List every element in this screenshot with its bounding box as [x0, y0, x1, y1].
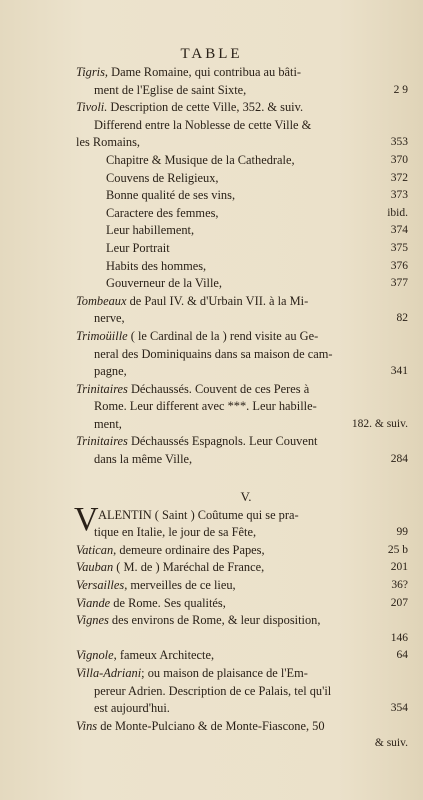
entry-text: [76, 595, 226, 613]
index-line: [76, 735, 416, 753]
entry-text: [76, 310, 125, 328]
index-line: [76, 346, 416, 364]
index-line: [76, 542, 416, 560]
page-number: 99: [396, 526, 408, 539]
entry-body: Dame Romaine, qui contribua au bâti-: [108, 65, 302, 79]
entry-text: [76, 117, 311, 135]
index-line: [76, 665, 416, 683]
entry-text: [76, 398, 317, 416]
entry-body: ment de l'Eglise de saint Sixte,: [94, 82, 247, 97]
index-line: [76, 117, 416, 135]
index-line: [76, 240, 416, 258]
entry-body: Description de cette Ville, 352. & suiv.: [107, 100, 304, 115]
entry-text: [76, 64, 301, 82]
entry-body: , demeure ordinaire des Papes,: [113, 542, 265, 557]
index-line: [76, 433, 416, 451]
page-title: TABLE: [180, 46, 243, 62]
entry-text: [76, 363, 127, 381]
entry-text: [76, 134, 140, 152]
entry-text: [76, 433, 317, 451]
entry-body: Bonne qualité de ses vins,: [106, 188, 236, 203]
entry-body: pereur Adrien. Description de ce Palais, tel qu'il: [94, 683, 332, 698]
index-line: [76, 577, 416, 595]
entry-headword: Tombeaux: [76, 293, 127, 308]
index-line: [76, 152, 416, 170]
entry-body: Habits des hommes,: [106, 258, 207, 273]
index-line: [76, 64, 416, 82]
entry-text: [76, 718, 325, 736]
entry-headword: Vauban: [76, 560, 114, 575]
entry-body: Differend entre la Noblesse de cette Ville &: [94, 117, 312, 132]
entry-body: ment,: [94, 416, 122, 431]
index-line: [76, 416, 416, 434]
index-line: [76, 398, 416, 416]
entry-body: ( le Cardinal de la ) rend visite au Ge-: [127, 328, 319, 343]
entry-body: Leur habillement,: [106, 223, 195, 238]
index-line: [76, 275, 416, 293]
entry-body: tique en Italie, le jour de sa Fête,: [94, 525, 257, 540]
entry-headword: Tigris,: [76, 65, 109, 79]
index-line: [76, 222, 416, 240]
page-number: 64: [396, 649, 408, 662]
entry-body: Déchaussés Espagnols. Leur Couvent: [127, 434, 318, 449]
index-line: [76, 647, 416, 665]
entry-text: [76, 416, 122, 434]
index-line: [76, 187, 416, 205]
index-line: [76, 718, 416, 736]
entry-body: , fameux Architecte,: [113, 648, 215, 663]
page-number: 201: [390, 561, 408, 574]
entry-headword: Trinitaires: [76, 381, 128, 396]
page-number: 25 b: [387, 543, 408, 556]
entry-text: [76, 170, 219, 188]
page-number: ibid.: [387, 206, 408, 219]
entry-body: Déchaussés. Couvent de ces Peres à: [127, 381, 310, 396]
page-number: 284: [390, 453, 408, 466]
entry-headword: Tivoli.: [76, 100, 108, 115]
entry-headword: Vignole: [76, 648, 114, 663]
entry-body: de Paul IV. & d'Urbain VII. à la Mi-: [126, 293, 309, 308]
entry-text: [76, 187, 235, 205]
index-line: [76, 205, 416, 223]
index-line: [76, 507, 416, 525]
entry-text: [76, 328, 318, 346]
page-number: 374: [390, 224, 408, 237]
entry-headword: Trinitaires: [76, 434, 128, 449]
entry-text: [76, 346, 332, 364]
index-line: [76, 524, 416, 542]
entry-text: [76, 205, 219, 223]
index-line: [76, 700, 416, 718]
entry-text: [76, 293, 308, 311]
entry-headword: Vignes: [76, 613, 109, 628]
page-number: & suiv.: [374, 737, 408, 750]
index-line: [76, 612, 416, 630]
page-number: 376: [390, 259, 408, 272]
entry-text: [76, 559, 264, 577]
entry-body: pagne,: [94, 364, 127, 379]
entry-text: [76, 665, 308, 683]
page-number: 82: [396, 312, 408, 325]
entry-text: [76, 647, 214, 665]
entry-headword: Vatican: [76, 542, 114, 557]
index-list-v: [74, 500, 416, 753]
page-number: 207: [390, 596, 408, 609]
entry-text: [76, 577, 236, 595]
entry-body: est aujourd'hui.: [94, 701, 170, 716]
page-number: 354: [390, 702, 408, 715]
entry-headword: Versailles: [76, 578, 125, 593]
entry-body: neral des Dominiquains dans sa maison de cam-: [94, 346, 333, 361]
entry-headword: Viande: [76, 595, 111, 610]
page-number: 377: [390, 277, 408, 290]
entry-body: Gouverneur de la Ville,: [106, 276, 223, 291]
entry-body: ALENTIN ( Saint ) Coûtume qui se pra-: [98, 507, 299, 522]
index-line: [76, 381, 416, 399]
index-line: [76, 293, 416, 311]
index-line: [76, 310, 416, 328]
entry-body: Couvens de Religieux,: [106, 170, 219, 185]
index-line: [76, 363, 416, 381]
page-number: 2 9: [393, 83, 408, 96]
entry-body: Chapitre & Musique de la Cathedrale,: [106, 152, 295, 167]
page-number: 375: [390, 241, 408, 254]
drop-cap: V: [74, 500, 99, 538]
index-line: [76, 451, 416, 469]
entry-text: [76, 152, 295, 170]
index-entries: [76, 64, 416, 753]
entry-text: [76, 507, 299, 525]
index-line: [76, 134, 416, 152]
index-line: [76, 170, 416, 188]
entry-text: [76, 222, 194, 240]
entry-text: [76, 451, 192, 469]
entry-body: nerve,: [94, 311, 125, 326]
entry-text: [76, 258, 206, 276]
entry-text: [76, 275, 222, 293]
index-line: [76, 630, 416, 648]
entry-text: [76, 524, 256, 542]
entry-body: dans la même Ville,: [94, 452, 193, 467]
page-number: 373: [390, 189, 408, 202]
section-heading: V.: [240, 488, 252, 504]
index-line: [76, 99, 416, 117]
page-number: 146: [390, 631, 408, 644]
entry-text: [76, 381, 309, 399]
entry-text: [76, 240, 170, 258]
index-line: [76, 683, 416, 701]
entry-text: [76, 542, 265, 560]
index-line: [76, 595, 416, 613]
index-line: [76, 82, 416, 100]
page-number: 182. & suiv.: [351, 417, 408, 430]
page-number: 372: [390, 171, 408, 184]
entry-body: , merveilles de ce lieu,: [124, 578, 236, 593]
entry-text: [76, 612, 320, 630]
spacer: [76, 469, 416, 487]
entry-headword: Trimoüille: [76, 328, 128, 343]
page-number: 341: [390, 365, 408, 378]
page-number: 370: [390, 153, 408, 166]
entry-text: [76, 683, 331, 701]
entry-body: de Monte-Pulciano & de Monte-Fiascone, 50: [97, 718, 325, 733]
page-number: 36?: [391, 579, 408, 592]
page-number: 353: [390, 136, 408, 149]
index-line: [76, 258, 416, 276]
entry-body: ( M. de ) Maréchal de France,: [113, 560, 265, 575]
entry-body: Leur Portrait: [106, 240, 170, 255]
entry-headword: Villa-Adriani: [76, 666, 142, 680]
index-line: [76, 328, 416, 346]
entry-body: Caractere des femmes,: [106, 205, 219, 220]
entry-text: [76, 99, 303, 117]
entry-text: [76, 700, 170, 718]
index-list-t: [76, 64, 416, 469]
entry-headword: Vins: [76, 718, 98, 733]
entry-text: [76, 82, 246, 100]
entry-body: de Rome. Ses qualités,: [110, 595, 226, 610]
entry-body: Rome. Leur different avec ***. Leur habille-: [94, 399, 317, 414]
index-line: [76, 559, 416, 577]
entry-body: les Romains,: [76, 135, 141, 150]
entry-body: ; ou maison de plaisance de l'Em-: [141, 666, 308, 680]
entry-body: des environs de Rome, & leur disposition,: [108, 613, 321, 628]
